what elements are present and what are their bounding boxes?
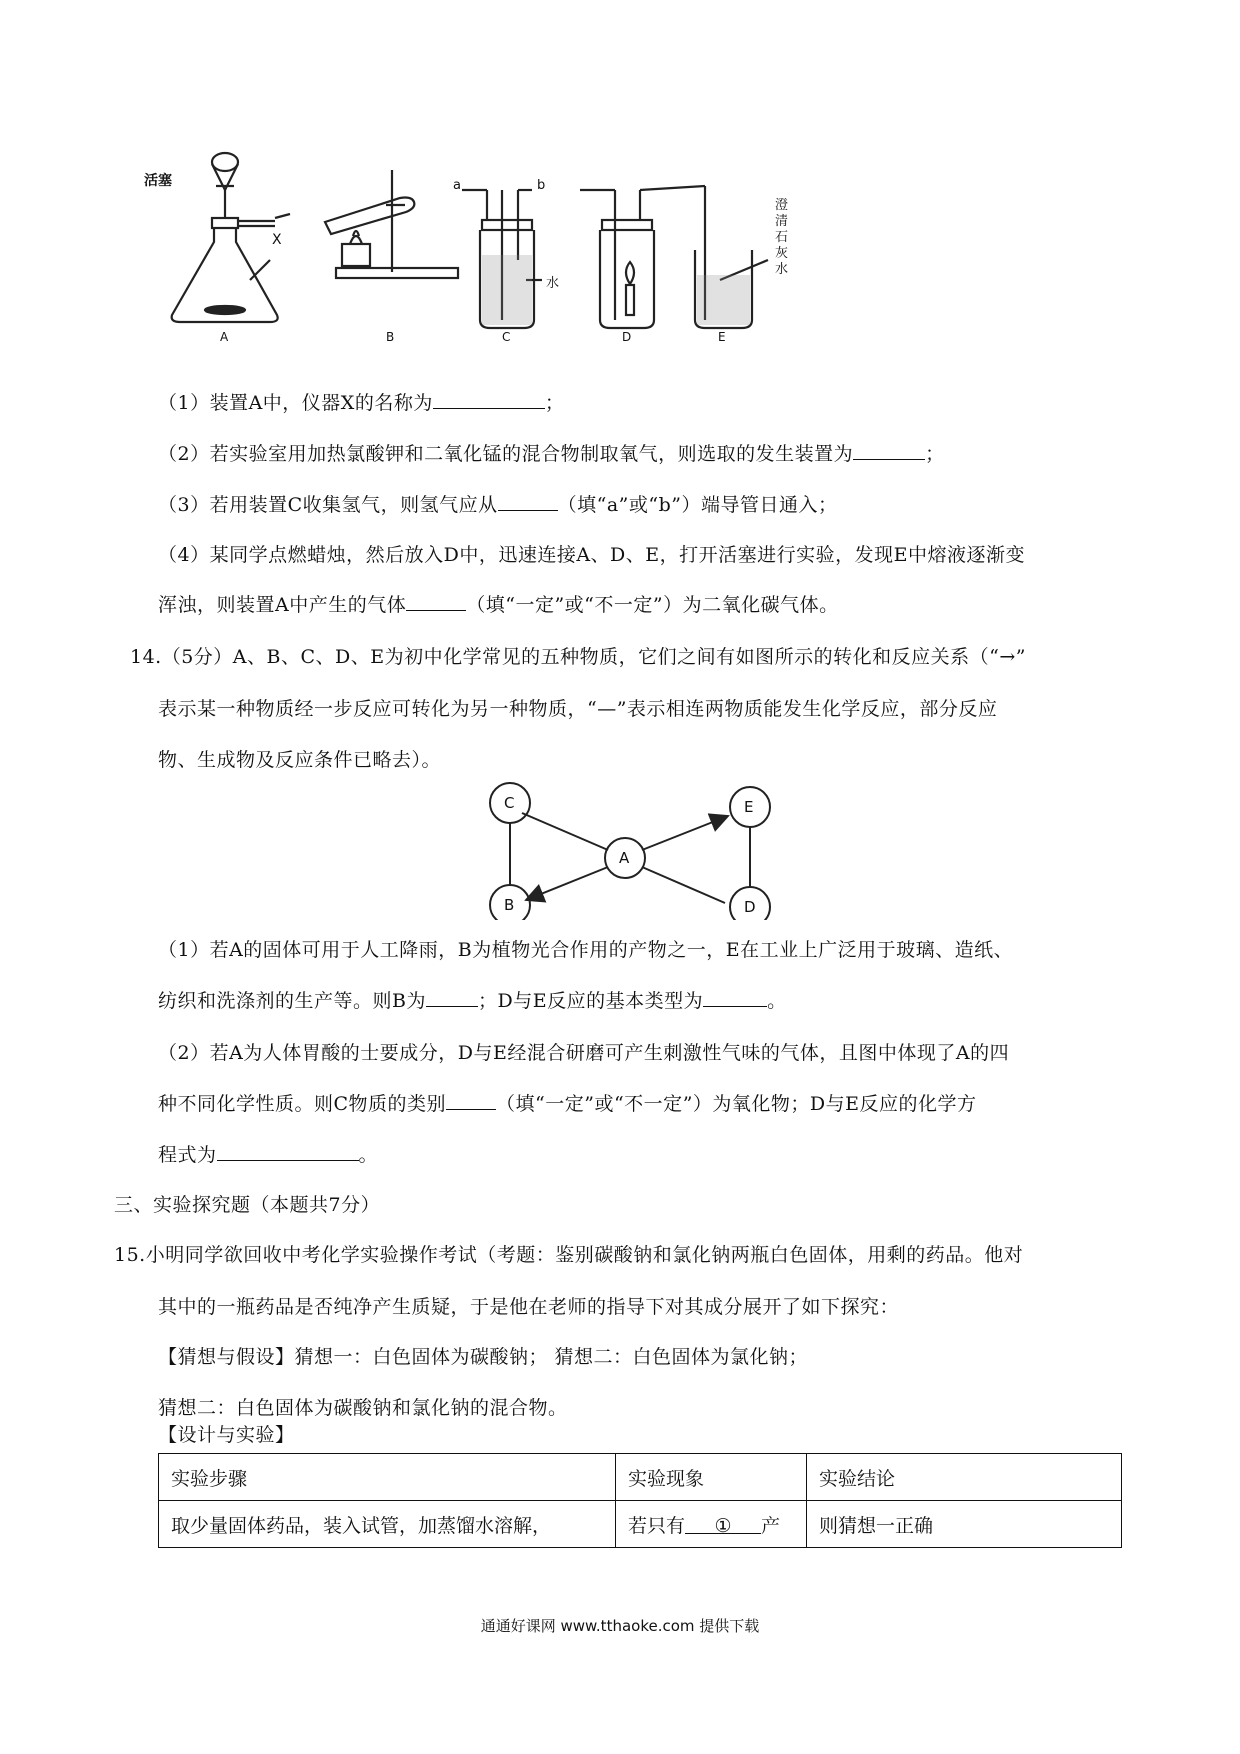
q13-part1-text: （1）装置A中，仪器X的名称为 bbox=[158, 392, 433, 414]
line-a-d bbox=[642, 867, 725, 903]
arrow-a-e bbox=[642, 816, 728, 850]
q13-part4-end: （填“一定”或“不一定”）为二氧化碳气体。 bbox=[466, 594, 839, 616]
label-apparatus-b: B bbox=[386, 330, 395, 344]
apparatus-figure bbox=[144, 150, 870, 350]
section3-title: 三、实验探究题（本题共7分） bbox=[114, 1194, 381, 1216]
q13-part1-blank[interactable] bbox=[433, 390, 545, 409]
th-step: 实验步骤 bbox=[159, 1454, 616, 1501]
q13-part2-text: （2）若实验室用加热氯酸钾和二氧化锰的混合物制取氧气，则选取的发生装置为 bbox=[158, 443, 854, 465]
q13-part2-blank[interactable] bbox=[853, 441, 925, 460]
q14-part1-blank-b[interactable] bbox=[426, 988, 478, 1007]
q14-part1-line2 bbox=[158, 986, 787, 1013]
q14-stem-line1: 14.（5分）A、B、C、D、E为初中化学常见的五种物质，它们之间有如图所示的转化和反应关系（“→” bbox=[130, 646, 1026, 668]
label-apparatus-c: C bbox=[502, 330, 511, 344]
label-limewater-5: 水 bbox=[775, 262, 789, 277]
q15-design-heading: 【设计与实验】 bbox=[158, 1424, 295, 1446]
q14-part2-line1: （2）若A为人体胃酸的士要成分，D与E经混合研磨可产生刺激性气味的气体，且图中体现了A的四 bbox=[158, 1042, 1010, 1064]
label-huosai: 活塞 bbox=[144, 173, 172, 189]
q14-part1-blank-type[interactable] bbox=[703, 988, 767, 1007]
q13-part4-line1: （4）某同学点燃蜡烛，然后放入D中，迅速连接A、D、E，打开活塞进行实验，发现E中熔液逐渐变 bbox=[158, 544, 1026, 566]
td-phenomenon-blank[interactable] bbox=[685, 1514, 761, 1537]
q13-part4-blank[interactable] bbox=[406, 592, 466, 611]
th-phenomenon: 实验现象 bbox=[616, 1454, 807, 1501]
q14-part2-text: 种不同化学性质。则C物质的类别 bbox=[158, 1093, 447, 1115]
q13-part3-end: （填“a”或“b”）端导管日通入； bbox=[557, 494, 838, 516]
arrow-a-b bbox=[526, 867, 608, 900]
q14-part2-eq-text: 程式为 bbox=[158, 1144, 217, 1166]
apparatus-drawing bbox=[150, 150, 870, 350]
node-d-label: D bbox=[744, 898, 756, 916]
q15-guess-line2: 猜想二：白色固体为碳酸钠和氯化钠的混合物。 bbox=[158, 1397, 568, 1419]
th-conclusion: 实验结论 bbox=[807, 1454, 1122, 1501]
td-phenomenon bbox=[616, 1501, 807, 1548]
q14-part2-end: （填“一定”或“不一定”）为氧化物；D与E反应的化学方 bbox=[496, 1093, 977, 1115]
q15-guess-line1: 【猜想与假设】猜想一：白色固体为碳酸钠； 猜想二：白色固体为氯化钠； bbox=[158, 1346, 809, 1368]
line-c-a bbox=[522, 813, 608, 850]
node-b-label: B bbox=[504, 896, 515, 914]
node-e-label: E bbox=[744, 798, 754, 816]
q13-part4-text: 浑浊，则装置A中产生的气体 bbox=[158, 594, 407, 616]
q14-part1-mid: ；D与E反应的基本类型为 bbox=[477, 990, 704, 1012]
td-phenomenon-pre: 若只有 bbox=[628, 1514, 686, 1537]
td-phenomenon-post: 产 bbox=[761, 1514, 781, 1537]
label-apparatus-a: A bbox=[220, 330, 229, 344]
q15-stem-line2: 其中的一瓶药品是否纯净产生质疑，于是他在老师的指导下对其成分展开了如下探究： bbox=[158, 1296, 900, 1318]
q14-part1-line1: （1）若A的固体可用于人工降雨，B为植物光合作用的产物之一，E在工业上广泛用于玻璃、造纸、 bbox=[158, 939, 1014, 961]
experiment-table bbox=[158, 1453, 1122, 1548]
page-footer: 通通好课网 www.tthaoke.com 提供下载 bbox=[480, 1617, 760, 1635]
label-limewater-3: 石 bbox=[775, 230, 789, 245]
q14-stem-line3: 物、生成物及反应条件已略去）。 bbox=[158, 749, 442, 771]
label-apparatus-e: E bbox=[718, 330, 726, 344]
q14-part2-eq-end: 。 bbox=[358, 1144, 379, 1166]
td-conclusion: 则猜想一正确 bbox=[807, 1501, 1122, 1548]
relation-diagram bbox=[480, 780, 780, 920]
label-apparatus-d: D bbox=[622, 330, 632, 344]
q13-part4-line2 bbox=[158, 590, 839, 617]
q13-part3-text: （3）若用装置C收集氢气，则氢气应从 bbox=[158, 494, 498, 516]
relation-lines bbox=[480, 780, 780, 920]
label-water: 水 bbox=[546, 276, 560, 291]
label-port-b: b bbox=[537, 178, 546, 193]
table-header-row bbox=[159, 1454, 1122, 1501]
label-limewater-1: 澄 bbox=[775, 198, 789, 213]
label-port-a: a bbox=[453, 178, 461, 193]
q14-part1-text: 纺织和洗涤剂的生产等。则B为 bbox=[158, 990, 426, 1012]
q14-part2-eq-blank[interactable] bbox=[217, 1142, 359, 1161]
q14-part2-line2 bbox=[158, 1089, 977, 1116]
q13-part3 bbox=[158, 490, 838, 517]
table-row bbox=[159, 1501, 1122, 1548]
q13-part3-blank[interactable] bbox=[498, 492, 558, 511]
node-c-label: C bbox=[504, 794, 515, 812]
q14-part2-line3 bbox=[158, 1140, 378, 1167]
q13-part1-end: ； bbox=[544, 392, 565, 414]
label-limewater-4: 灰 bbox=[775, 246, 789, 261]
q14-part1-end: 。 bbox=[767, 990, 787, 1012]
q13-part2 bbox=[158, 439, 945, 466]
label-limewater bbox=[775, 198, 791, 278]
q13-part1 bbox=[158, 388, 564, 415]
label-limewater-2: 清 bbox=[775, 214, 789, 229]
q13-part2-end: ； bbox=[925, 443, 945, 465]
label-x: X bbox=[272, 232, 282, 248]
q15-stem-line1: 15.小明同学欲回收中考化学实验操作考试（考题：鉴别碳酸钠和氯化钠两瓶白色固体，用剩的药品。他对 bbox=[114, 1244, 1024, 1266]
q14-part2-blank[interactable] bbox=[446, 1091, 496, 1110]
td-phenomenon-mark: ① bbox=[714, 1514, 732, 1537]
node-a-label: A bbox=[619, 849, 630, 867]
td-step: 取少量固体药品，装入试管，加蒸馏水溶解， bbox=[159, 1501, 616, 1548]
q14-stem-line2: 表示某一种物质经一步反应可转化为另一种物质，“—”表示相连两物质能发生化学反应，部分反应 bbox=[158, 698, 998, 720]
